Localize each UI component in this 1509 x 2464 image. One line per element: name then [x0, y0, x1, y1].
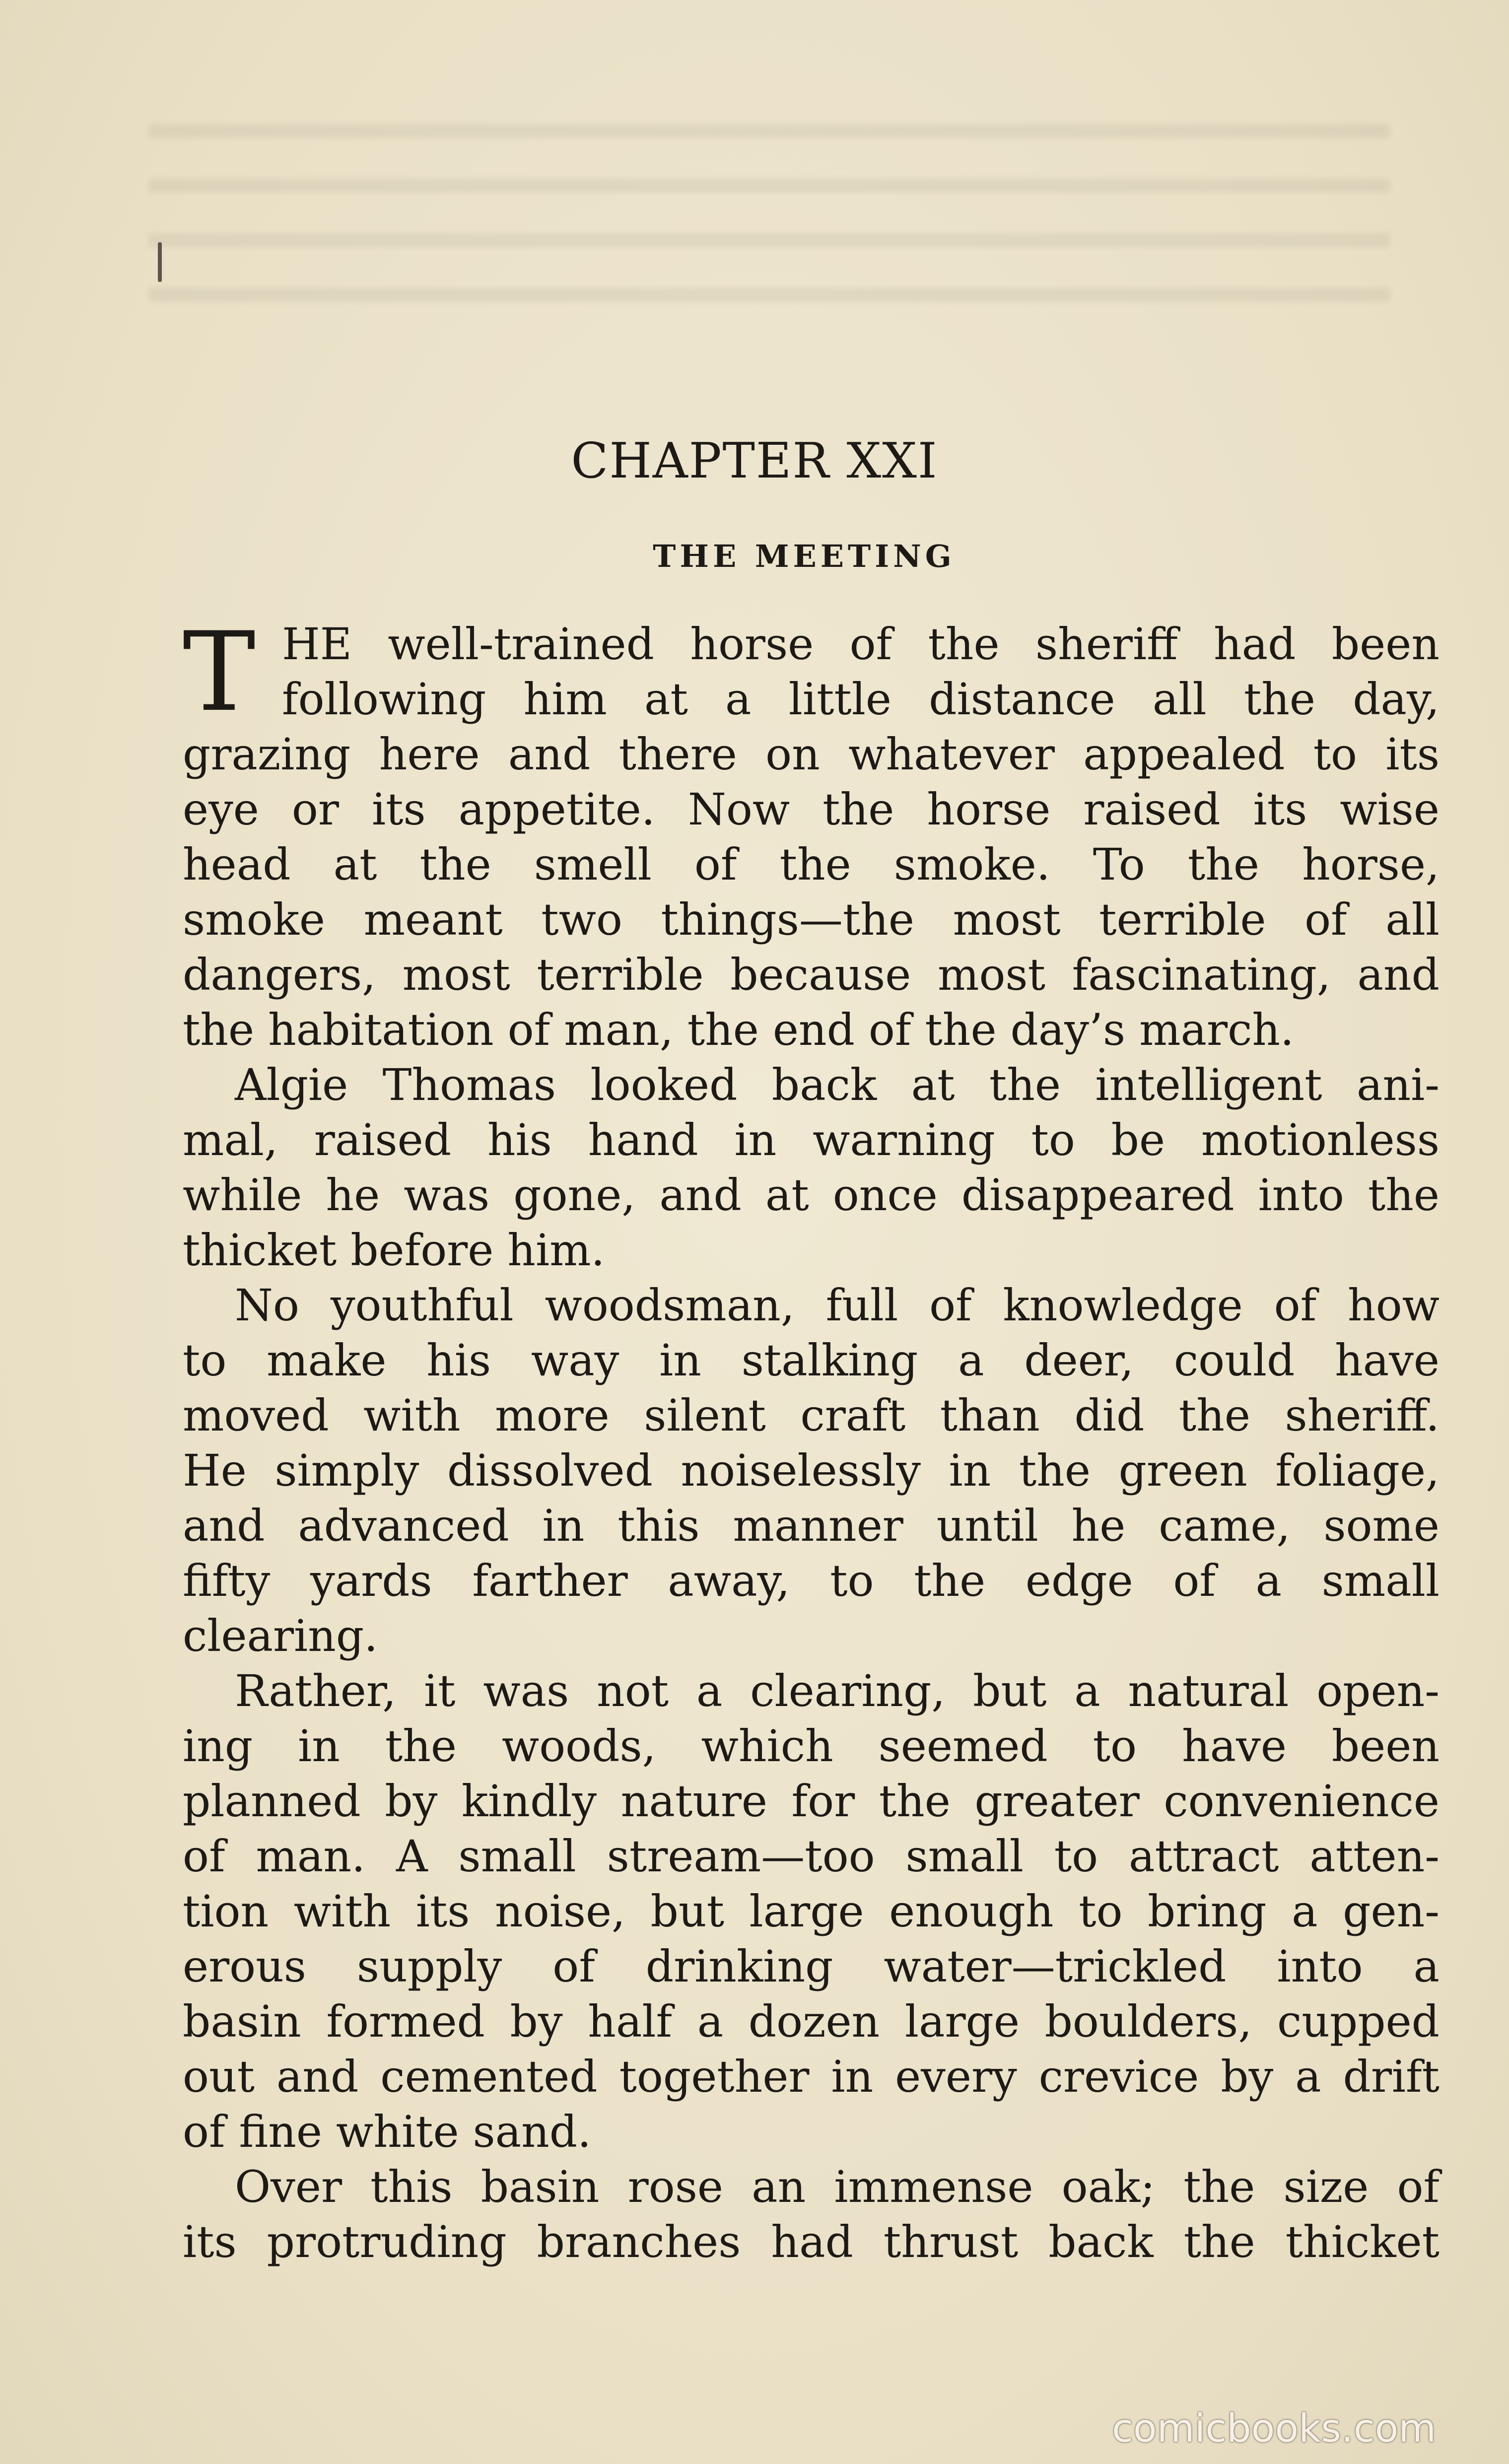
text-line: mal, raised his hand in warning to be motionless	[183, 1114, 1440, 1165]
text-line: Rather, it was not a clearing, but a natural open-	[235, 1665, 1440, 1716]
text-line: of man. A small stream—too small to attract atten-	[183, 1831, 1440, 1882]
bleed-through-text	[149, 124, 1390, 303]
text-line: dangers, most terrible because most fascinating, and	[183, 949, 1440, 1000]
text-line: Algie Thomas looked back at the intelligent ani-	[235, 1059, 1440, 1110]
text-line: the habitation of man, the end of the day’s march.	[183, 1004, 1295, 1055]
text-line: thicket before him.	[183, 1225, 605, 1276]
text-line: head at the smell of the smoke. To the horse,	[183, 839, 1440, 890]
text-line: smoke meant two things—the most terrible of all	[183, 894, 1440, 945]
text-line: moved with more silent craft than did the sheriff.	[183, 1390, 1440, 1441]
text-line: of fine white sand.	[183, 2106, 592, 2157]
text-line: Over this basin rose an immense oak; the size of	[235, 2161, 1440, 2212]
page-mark	[158, 242, 162, 282]
text-line: He simply dissolved noiselessly in the green foliage,	[183, 1445, 1440, 1496]
text-line: following him at a little distance all the day,	[282, 674, 1440, 725]
text-line: while he was gone, and at once disappeared into the	[183, 1169, 1440, 1221]
watermark: comicbooks.com	[1112, 2406, 1437, 2451]
text-line: tion with its noise, but large enough to bring a gen-	[183, 1886, 1440, 1937]
text-line: and advanced in this manner until he came, some	[183, 1500, 1440, 1551]
text-line: to make his way in stalking a deer, could have	[183, 1335, 1440, 1386]
text-line: clearing.	[183, 1610, 378, 1661]
chapter-title: CHAPTER XXI	[571, 433, 938, 489]
text-line: ing in the woods, which seemed to have been	[183, 1720, 1440, 1772]
text-line: basin formed by half a dozen large boulders, cupped	[183, 1996, 1440, 2047]
text-line: HE well-trained horse of the sheriff had been	[282, 618, 1440, 670]
body-text	[183, 609, 1440, 2269]
chapter-subtitle: THE MEETING	[653, 538, 956, 574]
text-line: fifty yards farther away, to the edge of a small	[183, 1555, 1440, 1606]
text-line: eye or its appetite. Now the horse raised its wise	[183, 784, 1440, 835]
text-line: out and cemented together in every crevice by a drift	[183, 2051, 1440, 2102]
text-line: planned by kindly nature for the greater convenience	[183, 1776, 1440, 1827]
text-line: grazing here and there on whatever appealed to its	[183, 729, 1440, 780]
drop-cap: T	[183, 609, 256, 736]
text-line: erous supply of drinking water—trickled into a	[183, 1941, 1440, 1992]
text-line: No youthful woodsman, full of knowledge of how	[235, 1280, 1440, 1331]
text-line: its protruding branches had thrust back the thicket	[183, 2216, 1440, 2267]
